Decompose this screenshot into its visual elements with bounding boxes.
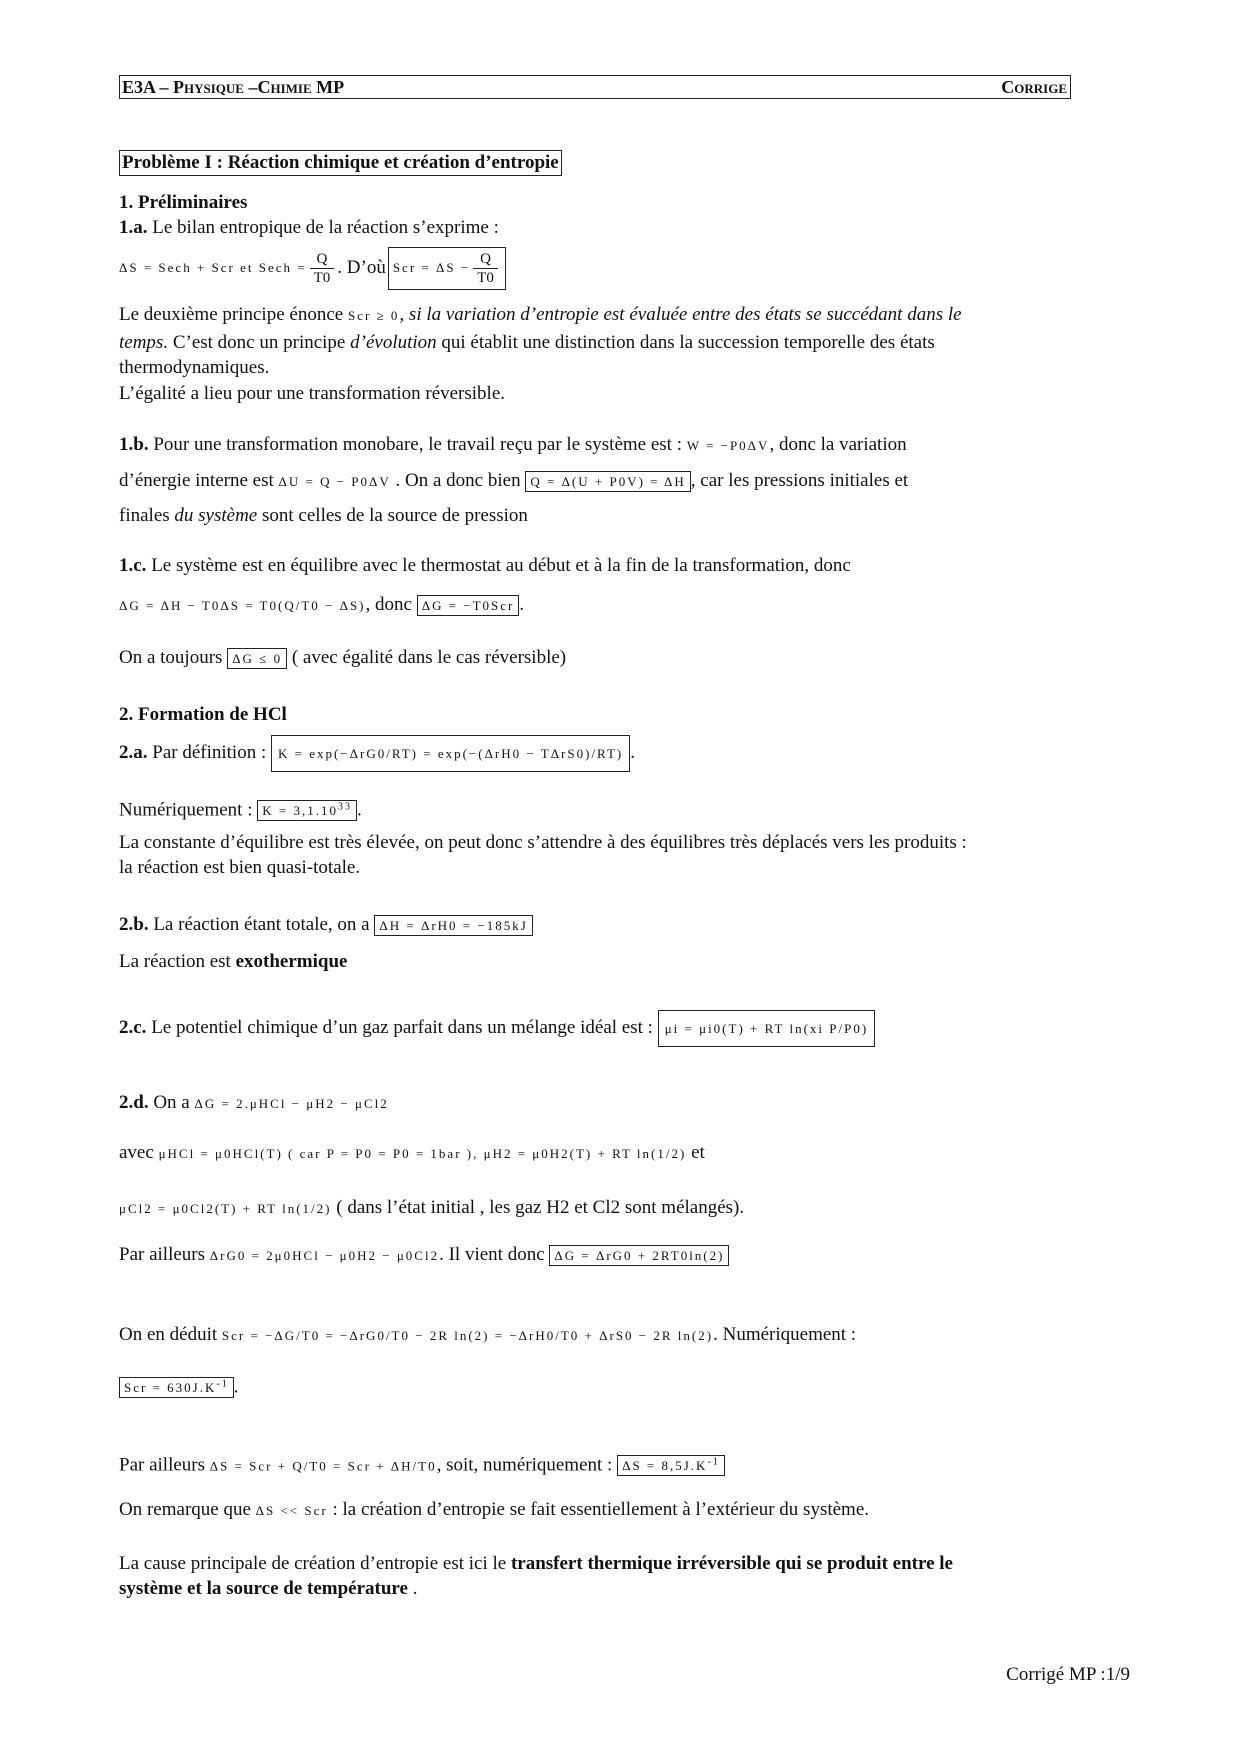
page-header [119,75,1071,99]
cause-line-2: système et la source de température . [119,1578,418,1599]
section-1-title: 1. Préliminaires [119,192,248,213]
page-footer: Corrigé MP :1/9 [1006,1664,1130,1685]
k-definition-box: K = exp(−ΔrG0/RT) = exp(−(ΔrH0 − TΔrS0)/RT) [271,735,630,772]
q1b-line-2: d’énergie interne est ΔU = Q − P0ΔV . On a donc bien Q = Δ(U + P0V) = ΔH , car les pressions initiales et [119,470,909,491]
q1b-line-3: finales du système sont celles de la source de pression [119,505,528,526]
q1a-intro [119,215,499,241]
k-value-box: $K = 3,1.10^{33}$ [257,800,357,821]
cause-line-1: La cause principale de création d’entropie est ici le transfert thermique irréversible qui se produit entre le [119,1553,953,1574]
q2a-line: 2.a. Par définition : K = exp(−ΔrG0/RT) = exp(−(ΔrH0 − TΔrS0)/RT) . [119,740,635,767]
q2d-line-4: Par ailleurs ΔrG0 = 2μ0HCl − μ0H2 − μ0Cl2. Il vient donc ΔG = ΔrG0 + 2RT0ln(2) [119,1242,729,1269]
doù-text: . D’où [337,257,386,278]
q1a-label: 1.a. [119,217,148,238]
q1a-equation [119,240,506,296]
dg-negative-box: ΔG ≤ 0 [227,648,287,669]
ds-value-box: $\Delta S = 8,5J.K^{-1}$ [617,1455,725,1476]
dh-value-box: ΔH = ΔrH0 = −185kJ [374,915,532,936]
q1b-line-1: 1.b. Pour une transformation monobare, le travail reçu par le système est : W = −P0ΔV, donc la variation [119,434,907,455]
q2d-line-2: avec μHCl = μ0HCl(T) ( car P = P0 = P0 = 1bar ), μH2 = μ0H2(T) + RT ln(1/2) et [119,1142,705,1163]
second-principle-line-1: Le deuxième principe énonce Scr ≥ 0, si la variation d’entropie est évaluée entre des états se succédant dans le [119,304,962,325]
q1c-line-1: 1.c. Le système est en équilibre avec le thermostat au début et à la fin de la transformation, donc [119,555,851,576]
second-principle-line-3: thermodynamiques. [119,357,270,378]
gibbs-relation-eq: ΔG = ΔH − T0ΔS = T0(Q/T0 − ΔS) [119,598,366,613]
dg-box: ΔG = −T0Scr [417,595,520,616]
dg-expression-box: ΔG = ΔrG0 + 2RT0ln(2) [549,1245,729,1266]
header-corrige: Corrige [1001,77,1067,97]
q2a-para-2: la réaction est bien quasi-totale. [119,857,361,878]
remark-line: On remarque que ΔS << Scr : la création d’entropie se fait essentiellement à l’extérieur du système. [119,1499,870,1520]
q2b-exo: La réaction est exothermique [119,951,348,972]
q-equals-dh-box: Q = Δ(U + P0V) = ΔH [525,471,690,492]
q2b-line: 2.b. La réaction étant totale, on a ΔH = ΔrH0 = −185kJ [119,912,533,939]
scr-numeric: Scr = $630J.K^{-1}$ . [119,1372,238,1401]
problem-title: Problème I : Réaction chimique et création d’entropie [119,150,562,176]
q-over-t0-fraction: $\frac{Q}{T0}$ [310,250,335,287]
scr-value-box: Scr = $630J.K^{-1}$ [119,1377,234,1398]
q2d-line-1: 2.d. On a ΔG = 2.μHCl − μH2 − μCl2 [119,1092,389,1113]
equality-reversible: L’égalité a lieu pour une transformation réversible. [119,383,506,404]
entropy-balance-eq: ΔS = Sech + Scr et Sech = [119,260,307,275]
q1a-text: Le bilan entropique de la réaction s’exprime : [152,217,499,238]
header-title: E3A – Physique –Chimie MP [122,77,345,97]
second-principle-line-2: temps. C’est donc un principe d’évolution qui établit une distinction dans la succession temporelle des états [119,332,935,353]
section-2-title: 2. Formation de HCl [119,704,287,725]
scr-deduction: On en déduit Scr = −ΔG/T0 = −ΔrG0/T0 − 2R ln(2) = −ΔrH0/T0 + ΔrS0 − 2R ln(2). Numériquement : [119,1324,857,1345]
q1c-line-3: On a toujours ΔG ≤ 0 ( avec égalité dans le cas réversible) [119,647,567,668]
ds-line: Par ailleurs ΔS = Scr + Q/T0 = Scr + ΔH/T0, soit, numériquement : $\Delta S = 8,5J.K^{-1}$ [119,1450,725,1479]
q2d-line-3: μCl2 = μ0Cl2(T) + RT ln(1/2) ( dans l’état initial , les gaz H2 et Cl2 sont mélangés). [119,1197,745,1218]
q2a-numeric: Numériquement : $K = 3,1.10^{33}$ . [119,799,362,821]
scr-result-box: Scr = ΔS − $\frac{Q}{T0}$ [388,247,506,290]
q2c-line: 2.c. Le potentiel chimique d’un gaz parfait dans un mélange idéal est : μi = μi0(T) + RT ln(xi P/P0) [119,1015,875,1042]
q2a-para-1: La constante d’équilibre est très élevée, on peut donc s’attendre à des équilibres très déplacés vers les produits : [119,832,967,853]
q1c-line-2: ΔG = ΔH − T0ΔS = T0(Q/T0 − ΔS), donc ΔG = −T0Scr . [119,594,525,615]
chemical-potential-box: μi = μi0(T) + RT ln(xi P/P0) [658,1010,875,1047]
